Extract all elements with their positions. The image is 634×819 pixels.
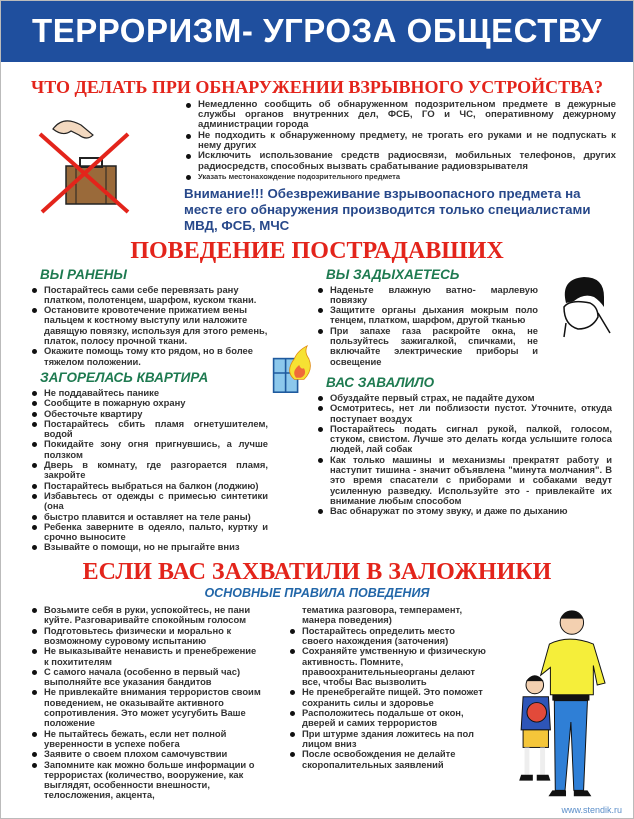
burning-window-icon bbox=[272, 341, 312, 397]
buried-title: ВАС ЗАВАЛИЛО bbox=[326, 374, 435, 390]
list-item: Постарайтесь подать сигнал рукой, палкой, голосом, стуком, свистом. Лучше это делать когда услышите голоса людей, лай собак bbox=[316, 424, 612, 455]
list-item: Исключить использование средств радиосвязи, мобильных телефонов, других радиосредств, способных вызвать срабатывание радиовзрывателя bbox=[184, 151, 616, 172]
list-item: Запомните как можно больше информации о террористах (количество, вооружение, как выглядят, особенности внешности, телосложения, акцента, bbox=[30, 760, 262, 801]
list-item: Немедленно сообщить об обнаруженном подозрительном предмете в дежурные службы органов внутренних дел, ФСБ, ГО и ЧС, оперативному дежурному администрации города bbox=[184, 100, 616, 131]
list-item: Взывайте о помощи, но не прыгайте вниз bbox=[30, 542, 268, 552]
list-item: Указать местонахождение подозрительного предмета bbox=[184, 172, 616, 182]
victims-left-column bbox=[30, 267, 300, 553]
list-item: Постарайтесь определить место своего нахождения (заточения) bbox=[288, 626, 488, 647]
wounded-list bbox=[30, 285, 270, 367]
list-item: Вас обнаружат по этому звуку, и даже по дыханию bbox=[316, 506, 612, 516]
suffocating-list bbox=[316, 285, 538, 367]
list-item: Постарайтесь выбраться на балкон (лоджию) bbox=[30, 481, 268, 491]
list-item: Заявите о своем плохом самочувствии bbox=[30, 749, 262, 759]
list-item: Постарайтесь сами себе перевязать рану платком, полотенцем, шарфом, куском ткани. bbox=[30, 285, 270, 306]
list-item: Подготовьтесь физически и морально к возможному суровому испытанию bbox=[30, 626, 262, 647]
list-item: С самого начала (особенно в первый час) выполняйте все указания бандитов bbox=[30, 667, 262, 688]
list-item: Возьмите себя в руки, успокойтесь, не пани куйте. Разговаривайте спокойным голосом bbox=[30, 605, 262, 626]
wounded-title: ВЫ РАНЕНЫ bbox=[40, 266, 127, 282]
victims-heading: ПОВЕДЕНИЕ ПОСТРАДАВШИХ bbox=[130, 238, 504, 265]
explosive-heading: ЧТО ДЕЛАТЬ ПРИ ОБНАРУЖЕНИИ ВЗРЫВНОГО УСТРОЙСТВА? bbox=[30, 77, 603, 97]
list-item: При штурме здания ложитесь на пол лицом вниз bbox=[288, 729, 488, 750]
list-item: Обесточьте квартиру bbox=[30, 409, 268, 419]
website-link[interactable]: www.stendik.ru bbox=[561, 805, 622, 816]
gauze-mask-person-icon bbox=[552, 273, 614, 343]
suspicious-bag-crossed-icon bbox=[28, 104, 148, 216]
hostage-section bbox=[0, 605, 634, 819]
list-item: Не привлекайте внимания террористов своим поведением, не оказывайте активного сопротивления. Это может усугубить Ваше положение bbox=[30, 687, 262, 728]
list-item: Не пренебрегайте пищей. Это поможет сохранить силы и здоровье bbox=[288, 687, 488, 708]
victims-section bbox=[0, 267, 634, 553]
list-item: При запахе газа раскройте окна, не пользуйтесь зажигалкой, спичками, не включайте электрические приборы и освещение bbox=[316, 326, 538, 367]
list-item: Не поддавайтесь панике bbox=[30, 388, 268, 398]
list-item: Осмотритесь, нет ли поблизости пустот. Уточните, откуда поступает воздух bbox=[316, 403, 612, 424]
fire-list bbox=[30, 388, 268, 553]
list-item: Не пытайтесь бежать, если нет полной уверенности в успехе побега bbox=[30, 729, 262, 750]
explosive-list bbox=[184, 100, 616, 234]
list-item: Покидайте зону огня пригнувшись, а лучше ползком bbox=[30, 439, 268, 460]
list-item: Не подходить к обнаруженному предмету, не трогать его руками и не подпускать к нему других bbox=[184, 131, 616, 152]
list-item: Наденьте влажную ватно- марлевую повязку bbox=[316, 285, 538, 306]
hostage-right-list bbox=[288, 605, 488, 805]
policeman-with-child-illustration bbox=[504, 605, 629, 805]
attention-note: Внимание!!! Обезвреживание взрывоопасного предмета на месте его обнаружения производится только специалистами МВД, ФСБ, МЧС bbox=[184, 186, 591, 234]
list-item: быстро плавится и оставляет на теле раны) bbox=[30, 512, 268, 522]
explosive-section bbox=[0, 100, 634, 234]
list-item: Сообщите в пожарную охрану bbox=[30, 398, 268, 408]
list-item: Остановите кровотечение прижатием вены пальцем к костному выступу или наложите давящую повязку, используя для этого ремень, платок, полосу прочной ткани. bbox=[30, 305, 270, 346]
list-item: После освобождения не делайте скоропалительных заявлений bbox=[288, 749, 488, 770]
list-item: Избавьтесь от одежды с примесью синтетики (она bbox=[30, 491, 268, 512]
hostage-subheading: ОСНОВНЫЕ ПРАВИЛА ПОВЕДЕНИЯ bbox=[204, 586, 430, 601]
suffocating-title: ВЫ ЗАДЫХАЕТЕСЬ bbox=[326, 266, 460, 282]
hostage-left-list bbox=[30, 605, 262, 805]
list-item: Как только машины и механизмы прекратят работу и наступит тишина - значит объявлена "минута молчания". В это время спасатели с приборами и собаками ведут усиленную разведку. Используйте это - привлекайте их внимание любым способом bbox=[316, 455, 612, 506]
list-item: Окажите помощь тому кто рядом, но в более тяжелом положении. bbox=[30, 346, 270, 367]
buried-list bbox=[316, 393, 612, 517]
list-item: Постарайтесь сбить пламя огнетушителем, водой bbox=[30, 419, 268, 440]
continuation-text: тематика разговора, темперамент, манера поведения) bbox=[302, 604, 463, 626]
victims-right-column bbox=[316, 267, 616, 553]
list-item: Расположитесь подальше от окон, дверей и самих террористов bbox=[288, 708, 488, 729]
poster-title: ТЕРРОРИЗМ- УГРОЗА ОБЩЕСТВУ bbox=[32, 12, 602, 49]
list-item: Сохраняйте умственную и физическую активность. Помните, правоохранительныеорганы делают все, чтобы Вас вызволить bbox=[288, 646, 488, 687]
list-item: Не выказывайте ненависть и пренебрежение к похитителям bbox=[30, 646, 262, 667]
list-item: Дверь в комнату, где разгорается пламя, закройте bbox=[30, 460, 268, 481]
list-item: Ребенка заверните в одеяло, пальто, куртку и срочно выносите bbox=[30, 522, 268, 543]
fire-title: ЗАГОРЕЛАСЬ КВАРТИРА bbox=[40, 369, 209, 385]
header-banner bbox=[0, 0, 634, 62]
list-item: Защитите органы дыхания мокрым поло тенцем, платком, шарфом, другой тканью bbox=[316, 305, 538, 326]
hostage-heading: ЕСЛИ ВАС ЗАХВАТИЛИ В ЗАЛОЖНИКИ bbox=[82, 558, 552, 585]
list-item: Обуздайте первый страх, не падайте духом bbox=[316, 393, 612, 403]
